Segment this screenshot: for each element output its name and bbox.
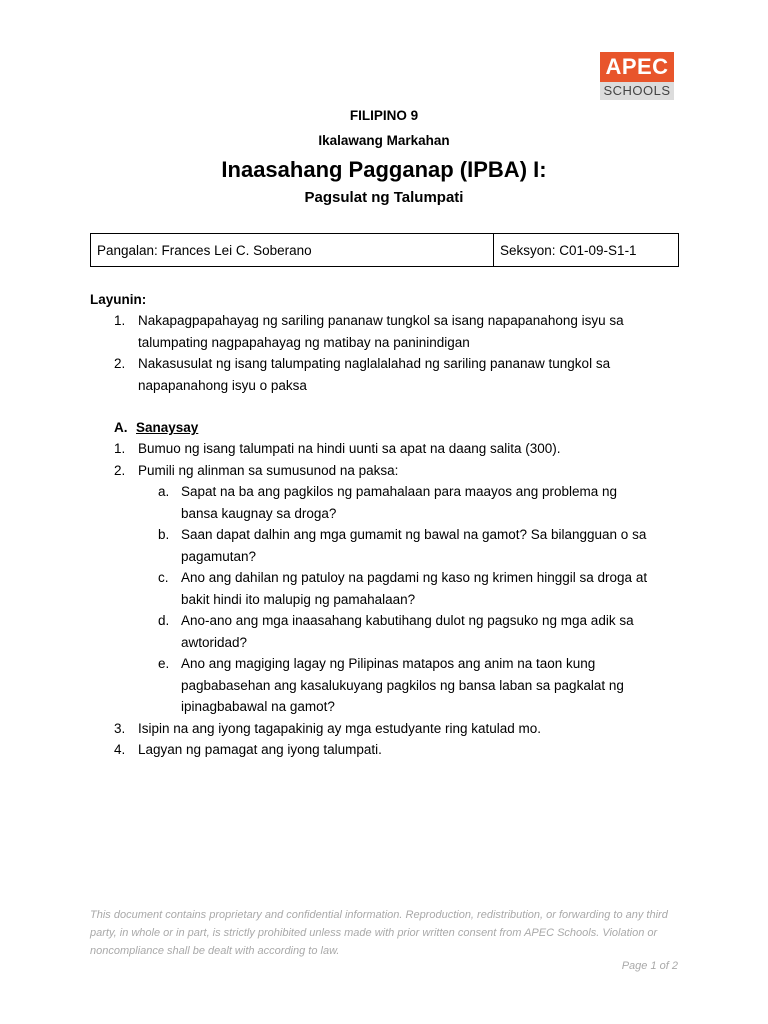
- list-text: Pumili ng alinman sa sumusunod na paksa:: [138, 462, 399, 478]
- list-text: Isipin na ang iyong tagapakinig ay mga estudyante ring katulad mo.: [138, 720, 542, 736]
- list-item: [114, 739, 654, 761]
- task-list: [114, 438, 654, 761]
- page-title: Inaasahang Pagganap (IPBA) I:: [221, 157, 547, 182]
- student-info-table: [90, 233, 679, 267]
- list-number: 1.: [114, 441, 126, 456]
- list-text: Nakasusulat ng isang talumpating naglalalahad ng sariling pananaw tungkol sa napapanahong isyu o paksa: [138, 356, 611, 393]
- topic-text: Ano ang magiging lagay ng Pilipinas matapos ang anim na taon kung pagbabasehan ang kasalukuyang pagkilos ng bansa laban sa pagkalat ng ipinagbabawal na gamot?: [181, 656, 624, 714]
- list-item: [114, 353, 634, 396]
- section-field: Seksyon: C01-09-S1-1: [500, 242, 637, 258]
- list-item: [114, 310, 634, 353]
- topic-text: Ano ang dahilan ng patuloy na pagdami ng kaso ng krimen hinggil sa droga at bakit hindi ito malupig ng pamahalaan?: [181, 570, 648, 607]
- topic-item: [158, 653, 654, 718]
- list-number: 2.: [114, 462, 126, 478]
- confidentiality-notice: This document contains proprietary and confidential information. Reproduction, redistribution, or forwarding to any third party, in whole or in part, is strictly prohibited unless made with prior written consent from APEC Schools. Violation or noncompliance shall be dealt with according to law.: [90, 909, 668, 957]
- topic-item: [158, 524, 654, 567]
- page-subtitle: Pagsulat ng Talumpati: [304, 189, 464, 206]
- section-a-heading: [114, 417, 198, 439]
- topic-letter: b.: [158, 527, 170, 542]
- topic-item: [158, 567, 654, 610]
- logo-schools-text: SCHOOLS: [600, 82, 674, 100]
- section-letter: A.: [114, 420, 128, 435]
- logo-apec-text: APEC: [600, 52, 674, 82]
- list-number: 4.: [114, 742, 126, 757]
- list-number: 2.: [114, 356, 126, 371]
- topic-text: Sapat na ba ang pagkilos ng pamahalaan para maayos ang problema ng bansa kaugnay sa droga?: [181, 484, 618, 521]
- list-number: 3.: [114, 720, 126, 736]
- topic-letter: d.: [158, 613, 170, 628]
- topic-item: [158, 610, 654, 653]
- objectives-label: Layunin:: [90, 292, 147, 307]
- topic-letter: e.: [158, 656, 170, 671]
- objectives-list: [114, 310, 634, 396]
- list-text: Lagyan ng pamagat ang iyong talumpati.: [138, 742, 382, 757]
- apec-schools-logo: [600, 52, 674, 100]
- list-item: [114, 718, 654, 740]
- subject-heading: FILIPINO 9: [349, 108, 419, 123]
- quarter-heading: Ikalawang Markahan: [318, 133, 450, 148]
- topic-list: [158, 481, 654, 718]
- topic-letter: c.: [158, 570, 169, 585]
- topic-letter: a.: [158, 484, 170, 499]
- list-number: 1.: [114, 313, 126, 328]
- section-name: Sanaysay: [136, 420, 199, 435]
- topic-text: Saan dapat dalhin ang mga gumamit ng bawal na gamot? Sa bilangguan o sa pagamutan?: [181, 527, 647, 564]
- list-item: [114, 460, 654, 482]
- page-number: Page 1 of 2: [621, 960, 678, 972]
- topic-item: [158, 481, 654, 524]
- list-text: Nakapagpapahayag ng sariling pananaw tungkol sa isang napapanahong isyu sa talumpating nagpapahayag ng matibay na paninindigan: [138, 313, 624, 350]
- topic-text: Ano-ano ang mga inaasahang kabutihang dulot ng pagsuko ng mga adik sa awtoridad?: [181, 613, 634, 650]
- student-name-field: Pangalan: Frances Lei C. Soberano: [91, 234, 494, 266]
- list-item: [114, 438, 654, 460]
- list-text: Bumuo ng isang talumpati na hindi uunti sa apat na daang salita (300).: [138, 441, 561, 456]
